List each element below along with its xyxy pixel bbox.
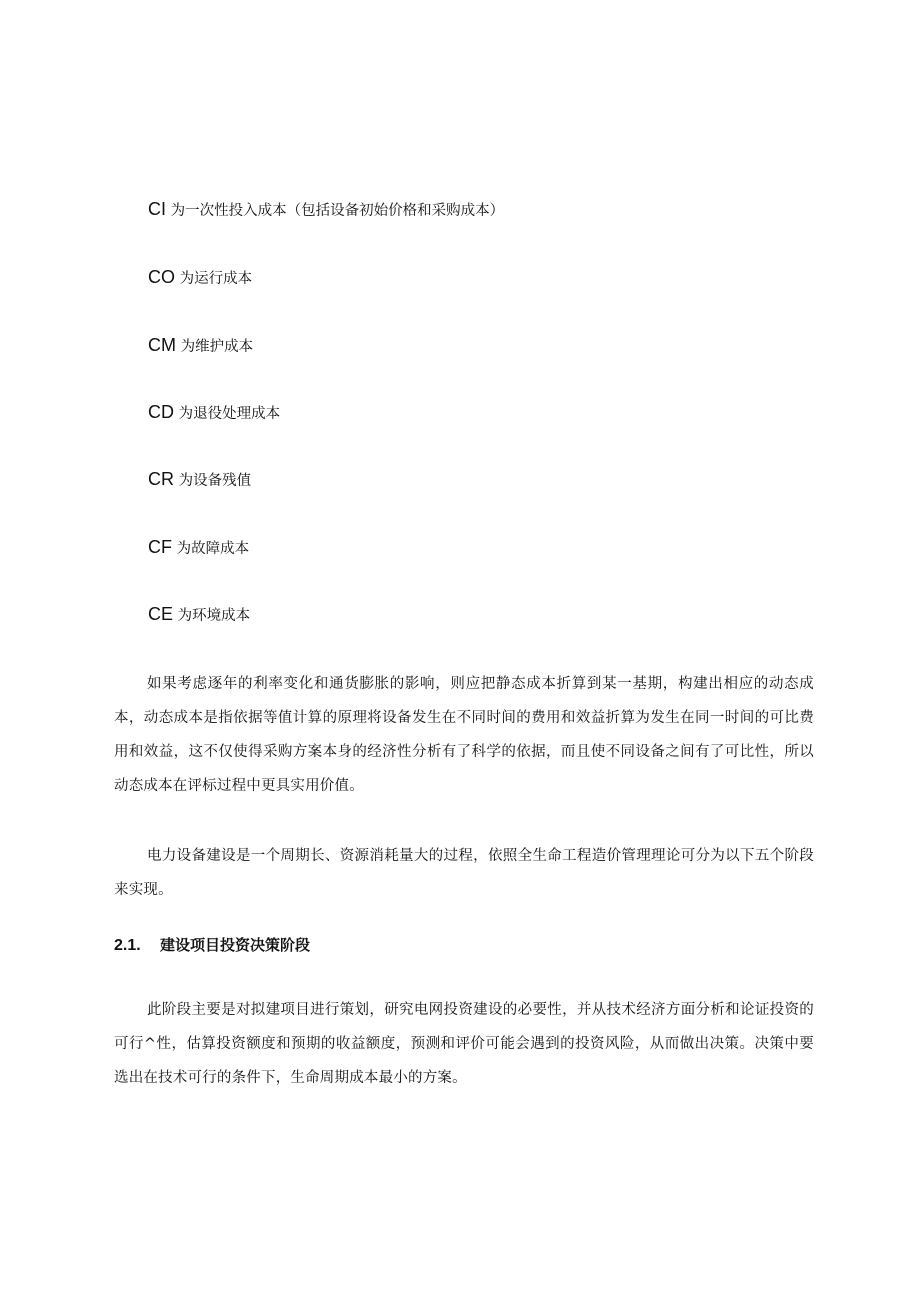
definition-text: 为设备残值 — [174, 473, 252, 489]
paragraph-stages-intro: 电力设备建设是一个周期长、资源消耗量大的过程，依照全生命工程造价管理理论可分为以下五个阶段来实现。 — [114, 848, 814, 898]
definition-cd — [148, 402, 280, 424]
definition-text: 为退役处理成本 — [174, 406, 281, 422]
definition-text: 为维护成本 — [176, 339, 254, 355]
definition-code: CF — [148, 537, 172, 557]
definition-text: 为运行成本 — [175, 271, 253, 287]
paragraph-decision-stage: 此阶段主要是对拟建项目进行策划，研究电网投资建设的必要性，并从技术经济方面分析和论证投资的可行^性，估算投资额度和预期的收益额度，预测和评价可能会遇到的投资风险，从而做出决策。决策中要选出在技术可行的条件下，生命周期成本最小的方案。 — [114, 1002, 814, 1086]
definition-code: CE — [148, 604, 174, 624]
definition-code: CD — [148, 402, 174, 422]
definition-ce — [148, 604, 250, 626]
definition-code: CO — [148, 267, 175, 287]
section-title: 建设项目投资决策阶段 — [160, 936, 311, 954]
definition-text: 为故障成本 — [172, 541, 250, 557]
section-heading — [114, 933, 310, 958]
definition-text: 为一次性投入成本（包括设备初始价格和采购成本） — [166, 203, 505, 219]
definition-co — [148, 267, 252, 289]
paragraph-dynamic-cost: 如果考虑逐年的利率变化和通货膨胀的影响，则应把静态成本折算到某一基期，构建出相应的动态成本，动态成本是指依据等值计算的原理将设备发生在不同时间的费用和效益折算为发生在同一时间的可比费用和效益，这不仅使得采购方案本身的经济性分析有了科学的依据，而且使不同设备之间有了可比性，所以动态成本在评标过程中更具实用价值。 — [114, 676, 814, 794]
definition-code: CI — [148, 199, 166, 219]
definition-code: CM — [148, 335, 176, 355]
section-number: 2.1. — [114, 937, 141, 954]
definition-ci — [148, 199, 504, 221]
definition-cf — [148, 537, 249, 559]
definition-text: 为环境成本 — [173, 608, 251, 624]
definition-code: CR — [148, 469, 174, 489]
definition-cr — [148, 469, 251, 491]
definition-cm — [148, 335, 253, 357]
